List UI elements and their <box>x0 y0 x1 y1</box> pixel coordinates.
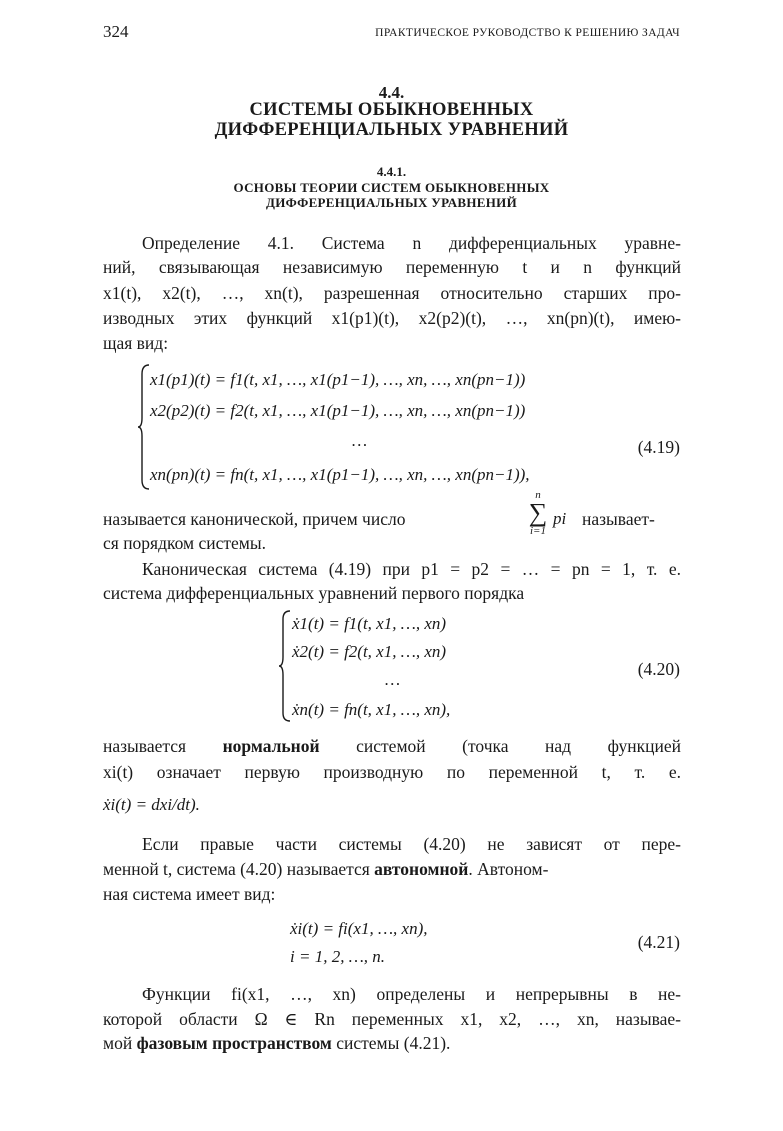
sum-lower-limit: i=1 <box>530 525 546 537</box>
equation-4-20-row-2: ẋ2(t) = f2(t, x1, …, xn) <box>292 642 447 661</box>
derivative-definition: ẋi(t) = dxi/dt). <box>103 795 200 814</box>
equation-4-21-row-1: ẋi(t) = fi(x1, …, xn), <box>290 919 428 938</box>
phase-line-3-end: системы (4.21). <box>336 1033 451 1053</box>
phase-line-1: Функции fi(x1, …, xn) определены и непрерывны в не- <box>142 984 681 1004</box>
equation-4-19-row-2: x2(p2)(t) = f2(t, x1, …, x1(p1−1), …, xn, …, xn(pn−1)) <box>150 401 526 420</box>
normal-line-3-start: называется <box>103 736 187 756</box>
definition-line-1: Определение 4.1. Система n дифференциальных уравне- <box>142 233 681 253</box>
equation-4-19-row-1: x1(p1)(t) = f1(t, x1, …, x1(p1−1), …, xn, …, xn(pn−1)) <box>150 370 526 389</box>
autonomous-line-1: Если правые части системы (4.20) не зависят от пере- <box>142 834 681 854</box>
term-normal: нормальной <box>222 736 320 756</box>
definition-line-4: изводных этих функций x1(p1)(t), x2(p2)(t), …, xn(pn)(t), имею- <box>103 308 681 328</box>
section-title-line-1: СИСТЕМЫ ОБЫКНОВЕННЫХ <box>249 100 534 120</box>
normal-line-1: Каноническая система (4.19) при p1 = p2 = … = pn = 1, т. е. <box>142 559 681 579</box>
equation-number-4-19: (4.19) <box>637 437 680 457</box>
page-number: 324 <box>103 22 129 41</box>
definition-line-5: щая вид: <box>103 333 169 353</box>
equation-number-4-21: (4.21) <box>637 932 680 952</box>
canonical-line-2: ся порядком системы. <box>103 533 267 553</box>
phase-line-3 <box>103 1032 681 1054</box>
autonomous-line-2-start: менной t, система (4.20) называется <box>103 859 370 879</box>
canonical-line-1-start: называется канонической, причем число <box>103 509 406 529</box>
equation-4-19-row-4: xn(pn)(t) = fn(t, x1, …, x1(p1−1), …, xn, …, xn(pn−1)), <box>150 465 530 484</box>
left-brace-4-20 <box>278 610 292 722</box>
subsection-title-line-2: ДИФФЕРЕНЦИАЛЬНЫХ УРАВНЕНИЙ <box>266 195 517 210</box>
sum-expression <box>520 490 556 537</box>
canonical-line-1-end: называет- <box>582 509 655 529</box>
normal-line-2: система дифференциальных уравнений первого порядка <box>103 583 525 603</box>
autonomous-line-3: ная система имеет вид: <box>103 884 276 904</box>
equation-4-20-row-1: ẋ1(t) = f1(t, x1, …, xn) <box>292 614 447 633</box>
sum-term: pi <box>553 509 567 528</box>
autonomous-line-2 <box>103 858 681 880</box>
normal-line-3 <box>103 735 681 757</box>
equation-4-21-row-2: i = 1, 2, …, n. <box>290 947 386 966</box>
normal-line-3-end: системой (точка над функцией <box>356 736 681 756</box>
sum-sign: ∑ <box>528 498 548 527</box>
autonomous-line-2-end: . Автоном- <box>468 859 549 879</box>
section-title-line-2: ДИФФЕРЕНЦИАЛЬНЫХ УРАВНЕНИЙ <box>214 120 569 140</box>
equation-number-4-20: (4.20) <box>637 659 680 679</box>
phase-line-3-start: мой <box>103 1033 133 1053</box>
left-brace-4-19 <box>137 364 151 490</box>
equation-4-20-row-4: ẋn(t) = fn(t, x1, …, xn), <box>292 700 451 719</box>
sum-upper-limit: n <box>535 489 541 501</box>
subsection-title-line-1: ОСНОВЫ ТЕОРИИ СИСТЕМ ОБЫКНОВЕННЫХ <box>233 180 550 195</box>
normal-line-4: xi(t) означает первую производную по переменной t, т. е. <box>103 762 681 782</box>
equation-4-19-row-3: … <box>352 431 368 450</box>
section-number: 4.4. <box>378 83 405 102</box>
term-autonomous: автономной <box>374 859 469 879</box>
equation-4-20-row-3: … <box>385 670 401 689</box>
term-phase-space: фазовым пространством <box>136 1033 332 1053</box>
definition-line-2: ний, связывающая независимую переменную t и n функций <box>103 257 681 277</box>
subsection-number: 4.4.1. <box>376 164 407 179</box>
definition-line-3: x1(t), x2(t), …, xn(t), разрешенная относительно старших про- <box>103 283 681 303</box>
running-title: ПРАКТИЧЕСКОЕ РУКОВОДСТВО К РЕШЕНИЮ ЗАДАЧ <box>375 27 680 39</box>
phase-line-2: которой области Ω ∈ Rn переменных x1, x2, …, xn, называе- <box>103 1009 681 1029</box>
